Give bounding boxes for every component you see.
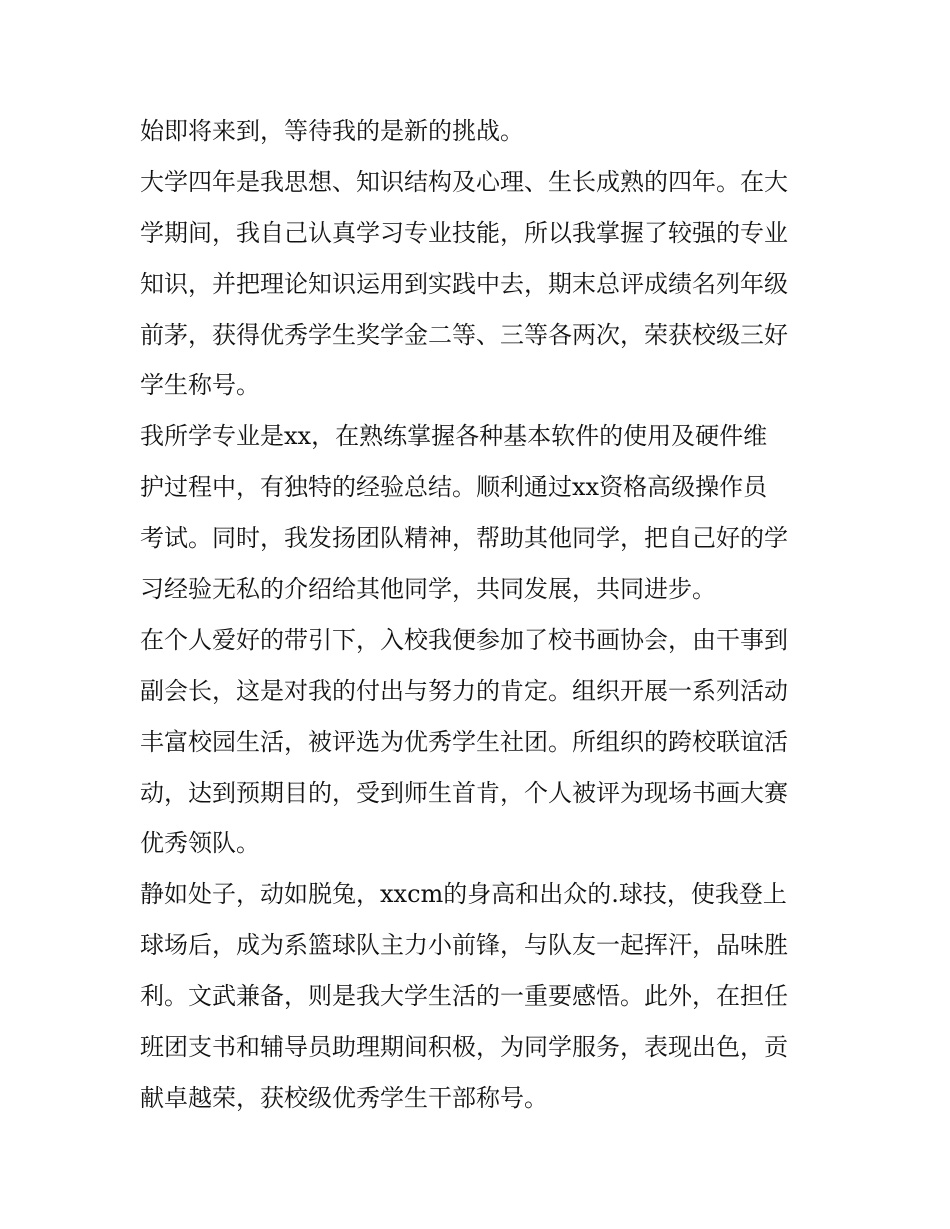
text-line: 我所学专业是xx，在熟练掌握各种基本软件的使用及硬件维 <box>140 422 768 451</box>
text-line: 在个人爱好的带引下，入校我便参加了校书画协会，由干事到 <box>140 625 788 654</box>
text-line: 学生称号。 <box>140 371 260 400</box>
text-line: 学期间，我自己认真学习专业技能，所以我掌握了较强的专业 <box>140 218 788 247</box>
text-line: 护过程中，有独特的经验总结。顺利通过xx资格高级操作员 <box>140 473 768 502</box>
text-line: 动，达到预期目的，受到师生首肯，个人被评为现场书画大赛 <box>140 778 788 807</box>
text-line: 习经验无私的介绍给其他同学，共同发展，共同进步。 <box>140 575 716 604</box>
text-line: 知识，并把理论知识运用到实践中去，期末总评成绩名列年级 <box>140 269 788 298</box>
text-line: 班团支书和辅导员助理期间积极，为同学服务，表现出色，贡 <box>140 1033 788 1062</box>
text-line: 考试。同时，我发扬团队精神，帮助其他同学，把自己好的学 <box>140 524 788 553</box>
text-line: 副会长，这是对我的付出与努力的肯定。组织开展一系列活动 <box>140 676 788 705</box>
text-line: 始即将来到，等待我的是新的挑战。 <box>140 117 524 145</box>
text-line: 球场后，成为系篮球队主力小前锋，与队友一起挥汗，品味胜 <box>140 931 788 960</box>
text-line: 献卓越荣，获校级优秀学生干部称号。 <box>140 1083 548 1112</box>
text-line: 静如处子，动如脱兔，xxcm的身高和出众的.球技，使我登上 <box>140 880 787 909</box>
text-line: 利。文武兼备，则是我大学生活的一重要感悟。此外，在担任 <box>140 982 788 1011</box>
text-line: 大学四年是我思想、知识结构及心理、生长成熟的四年。在大 <box>140 167 788 196</box>
text-line: 优秀领队。 <box>140 829 260 858</box>
text-line: 前茅，获得优秀学生奖学金二等、三等各两次，荣获校级三好 <box>140 320 788 349</box>
text-line: 丰富校园生活，被评选为优秀学生社团。所组织的跨校联谊活 <box>140 727 788 756</box>
document-body <box>140 106 820 1124</box>
